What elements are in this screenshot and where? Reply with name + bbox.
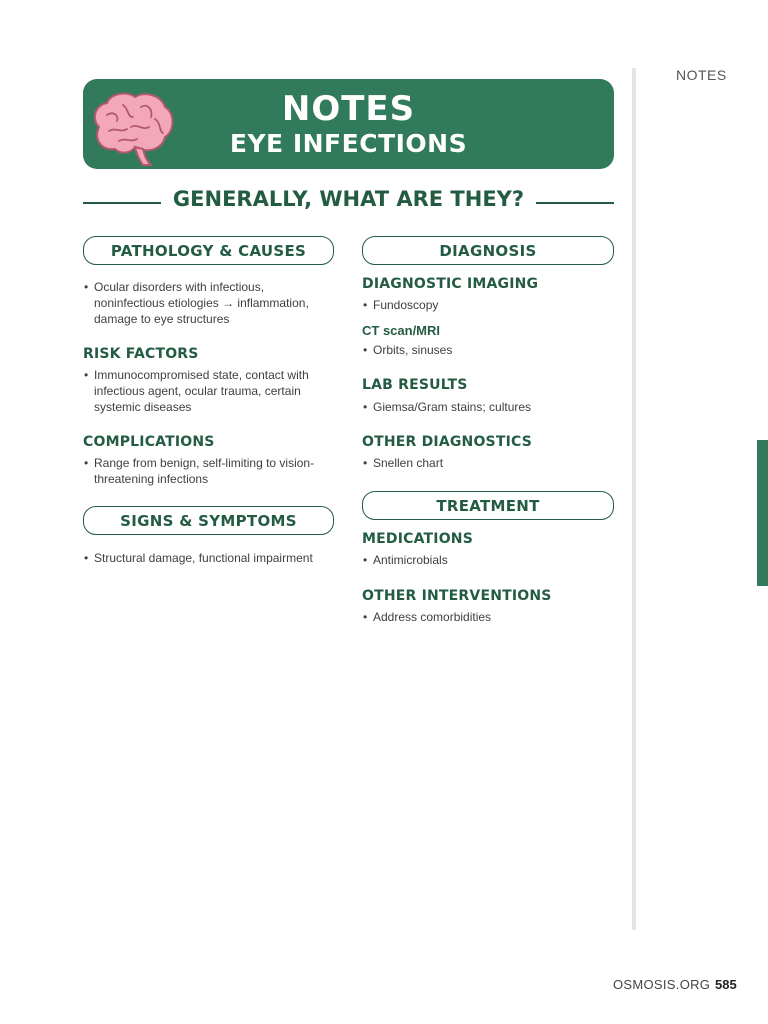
- section-rule-right: [536, 202, 614, 204]
- complications-title: COMPLICATIONS: [83, 434, 215, 450]
- footer-site: OSMOSIS.ORG: [613, 977, 711, 992]
- other-interventions-bullet: • Address comorbidities: [363, 609, 613, 625]
- ct-mri-title: CT scan/MRI: [362, 323, 441, 338]
- banner-subtitle: EYE INFECTIONS: [229, 129, 468, 158]
- title-banner: [83, 79, 614, 169]
- margin-notes-label: NOTES: [676, 67, 727, 83]
- page-number: 585: [715, 977, 737, 992]
- diagnosis-header: DIAGNOSIS: [362, 236, 614, 265]
- margin-divider: [632, 68, 636, 930]
- banner-title: NOTES: [281, 89, 416, 129]
- other-diagnostics-bullet: • Snellen chart: [363, 455, 613, 471]
- lab-results-title: LAB RESULTS: [362, 377, 468, 393]
- section-title: GENERALLY, WHAT ARE THEY?: [172, 187, 525, 211]
- pathology-bullet: • Ocular disorders with infectious, noninfectious etiologies → inflammation, damage to eye structures: [84, 279, 334, 327]
- chapter-tab: [757, 440, 768, 586]
- ct-mri-bullet: • Orbits, sinuses: [363, 342, 613, 358]
- signs-symptoms-header: SIGNS & SYMPTOMS: [83, 506, 334, 535]
- other-interventions-title: OTHER INTERVENTIONS: [362, 588, 552, 604]
- risk-factors-bullet: • Immunocompromised state, contact with infectious agent, ocular trauma, certain systemic diseases: [84, 367, 334, 415]
- complications-bullet: • Range from benign, self-limiting to vision-threatening infections: [84, 455, 334, 487]
- treatment-header: TREATMENT: [362, 491, 614, 520]
- section-heading: [83, 187, 614, 219]
- medications-bullet: • Antimicrobials: [363, 552, 613, 568]
- signs-symptoms-bullet: • Structural damage, functional impairment: [84, 550, 334, 566]
- risk-factors-title: RISK FACTORS: [83, 346, 199, 362]
- diagnostic-imaging-bullet: • Fundoscopy: [363, 297, 613, 313]
- other-diagnostics-title: OTHER DIAGNOSTICS: [362, 434, 533, 450]
- diagnostic-imaging-title: DIAGNOSTIC IMAGING: [362, 276, 539, 292]
- lab-results-bullet: • Giemsa/Gram stains; cultures: [363, 399, 613, 415]
- medications-title: MEDICATIONS: [362, 531, 474, 547]
- pathology-header: PATHOLOGY & CAUSES: [83, 236, 334, 265]
